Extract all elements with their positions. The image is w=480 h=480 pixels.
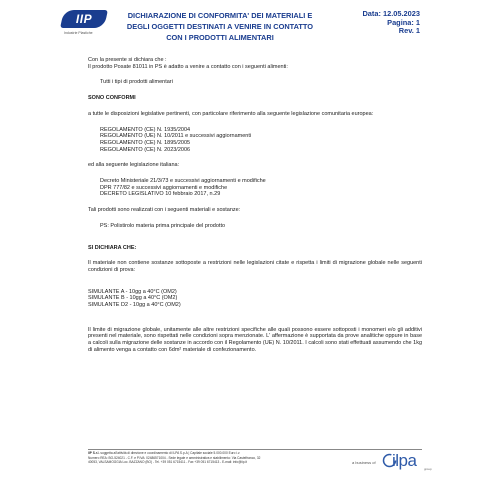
revision-label: Rev. 1 <box>398 26 420 36</box>
date-label: Data: 12.05.2023 <box>362 9 420 18</box>
logo-badge <box>60 10 108 28</box>
regulation-item: Decreto Ministeriale 21/3/73 e successivi aggiornamenti e modifiche <box>100 178 266 185</box>
foods-line: Tutti i tipi di prodotti alimentari <box>100 79 173 86</box>
regulation-item: DPR 777/82 e successivi aggiornamenti e modifiche <box>100 184 228 191</box>
footer-line-2: Numero REA: BO-524021 - C.F. e P.IVA: 02486571004 - Sede legale e amministrativa e stabilimento: Via Castelfranco, 32 <box>88 455 261 460</box>
footer-line-1: soggetta all'attività di direzione e coordinamento di ILPA S.p.A | Capitale sociale 5.000.000 Euro i.v. <box>100 451 241 455</box>
simulant-item: SIMULANTE D2 - 10gg a 40°C (OM2) <box>88 302 181 309</box>
it-intro: ed alla seguente legislazione italiana: <box>88 162 180 169</box>
title-line: CON I PRODOTTI ALIMENTARI <box>166 33 274 42</box>
regulation-item: REGOLAMENTO (UE) N. 10/2011 e successivi aggiornamenti <box>100 133 252 140</box>
regulation-item: REGOLAMENTO (CE) N. 2023/2006 <box>100 146 191 153</box>
brand-prefix: a business of <box>352 460 376 465</box>
logo-text: IIP <box>75 12 93 26</box>
section-heading: SI DICHIARA CHE: <box>88 244 137 251</box>
ilpa-logo <box>352 450 434 474</box>
page-label: Pagina: 1 <box>387 17 420 27</box>
final-paragraph: Il limite di migrazione globale, unitamente alle altre restrizioni specifiche alle quali possono essere sottoposti i monomeri e/o gli additivi presenti nel materiale, sono rispettati nelle condizioni sopra menzionate. L' affermazione è supportata da prove analitiche oppure in base a calcoli sulla migrazione delle sostanze in accordo con il Regolamento (UE) N. 10/2011. I calcoli sono stati effettuati assumendo che 1kg di alimento venga a contatto con 6dm² materiale di confezionamento. <box>88 326 422 353</box>
simulant-item: SIMULANTE A - 10gg a 40°C (OM2) <box>88 288 177 295</box>
regulation-item: DECRETO LEGISLATIVO 10 febbraio 2017, n.29 <box>100 191 221 198</box>
logo-subtitle: Industrie Plastiche <box>64 31 93 35</box>
materials-line: PS: Polistirolo materia prima principale del prodotto <box>100 222 226 229</box>
title-line: DICHIARAZIONE DI CONFORMITA' DEI MATERIALI E <box>127 11 313 20</box>
intro-line: Il prodotto Posate 81011 in PS è adatto a venire a contatto con i seguenti alimenti: <box>88 63 288 70</box>
document-body <box>88 57 422 354</box>
title-line: DEGLI OGGETTI DESTINATI A VENIRE IN CONTATTO <box>126 22 314 31</box>
materials-intro: Tali prodotti sono realizzati con i seguenti materiali e sostanze: <box>88 207 241 214</box>
document-title <box>120 10 320 43</box>
simulant-item: SIMULANTE B - 10gg a 40°C (OM2) <box>88 295 178 302</box>
document-meta <box>362 10 420 36</box>
regulation-item: REGOLAMENTO (CE) N. 1935/2004 <box>100 126 191 133</box>
iip-logo <box>62 10 114 40</box>
footer-text <box>88 451 338 465</box>
footer-company: IIP S.r.l. <box>88 451 100 455</box>
section-heading: SONO CONFORMI <box>88 95 136 102</box>
regulation-item: REGOLAMENTO (CE) N. 1895/2005 <box>100 139 191 146</box>
eu-intro: a tutte le disposizioni legislative pertinenti, con particolare riferimento alla seguente legislazione comunitaria europea: <box>88 110 374 117</box>
brand-name: ilpa <box>392 451 417 470</box>
footer-line-3: 40053, VALSAMOGGIA Loc. BAZZANO (BO) - Tel. +39 051 6715411 - Fax +39 051 6715413 - E-mail: info@iip.it <box>88 460 247 465</box>
migration-paragraph: Il materiale non contiene sostanze sottoposte a restrizioni nelle legislazioni citate e rispetta i limiti di migrazione globale nelle seguenti condizioni di prova: <box>88 260 422 273</box>
intro-line: Con la presente si dichiara che : <box>88 57 167 63</box>
brand-group: group <box>424 467 432 471</box>
